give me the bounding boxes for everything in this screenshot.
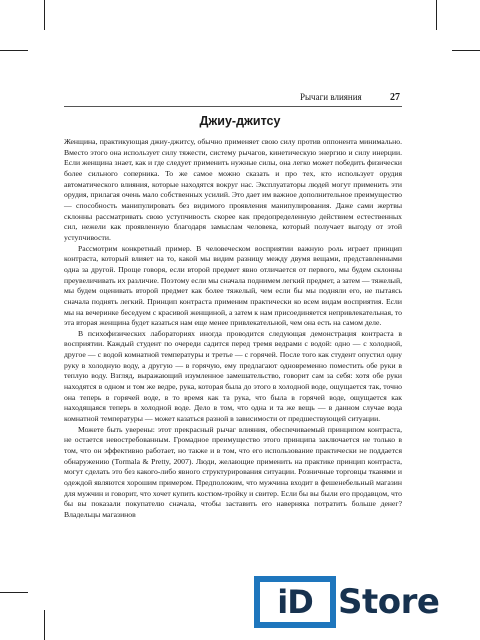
running-header — [300, 92, 400, 103]
paragraph: Женщина, практикующая джиу-джитсу, обычно применяет свою силу против оппонента минимально. Вместо этого она использует силу тяжести, систему рычагов, кинетическую энергию и силу инерции. Если женщина знает, как и где следует применить нужные силы, она легко может победить физически более сильного соперника. То же самое можно сказать и про тех, кто использует орудия автоматического влияния, которые находятся вокруг нас. Эксплуататоры людей могут применить эти орудия, прилагая очень мало собственных усилий. Это дает им важное дополнительное преимущество — способность манипулировать без видимого проявления манипулирования. Даже сами жертвы склонны рассматривать свою уступчивость скорее как предопределенную действием естественных сил, нежели как проявленную благодаря замыслам человека, который получает выгоду от этой уступчивости. — [64, 137, 402, 242]
crop-mark-top-left-h — [0, 50, 28, 51]
crop-mark-bottom-left-v — [44, 610, 45, 640]
paragraph: Можете быть уверены: этот прекрасный рычаг влияния, обеспечиваемый принципом контраста, не остается невостребованным. Громадное преимущество этого принципа заключается не только в том, что он эффективно работает, но также и в том, что его использование практически не поддается обнаружению (Tormala & Pretty, 2007). Люди, желающие применить на практике принцип контраста, могут сделать это без какого-либо явного структурирования ситуации. Розничные торговцы тканями и одеждой являются хорошим примером. Предположим, что мужчина входит в фешенебельный магазин для мужчин и говорит, что хочет купить костюм-тройку и свитер. Если бы вы были его продавцом, что бы вы показали покупателю сначала, чтобы заставить его наверняка потратить больше денег? Владельцы магазинов — [64, 424, 402, 519]
chapter-title: Джиу-джитсу — [199, 114, 281, 128]
crop-mark-top-right-v — [436, 0, 437, 30]
paragraph: В психофизических лабораториях иногда проводится следующая демонстрация контраста в восприятии. Каждый студент по очереди садится перед тремя ведрами с водой: одно — с холодной, другое — с водой комнатной температуры и третье — с горячей. После того как студент опустил одну руку в холодную воду, а другую — в горячую, ему предлагают одновременно поместить обе руки в теплую воду. Взгляд, выражающий изумленное замешательство, говорит сам за себя: хотя обе руки находятся в одном и том же ведре, рука, которая была до этого в холодной воде, ощущается так, точно она теперь в горячей воде, в то время как та рука, что была в горячей воде, ощущается как находящаяся теперь в холодной воде. Дело в том, что одна и та же вещь — в данном случае вода комнатной температуры — может казаться разной в зависимости от предшествующей ситуации. — [64, 328, 402, 424]
logo-id-frame — [260, 576, 330, 628]
crop-mark-top-right-h — [452, 50, 480, 51]
idstore-logo — [260, 573, 465, 631]
logo-id-text: iD — [277, 583, 313, 621]
page-number: 27 — [390, 92, 400, 103]
paragraph: Рассмотрим конкретный пример. В человеческом восприятии важную роль играет принцип контраста, который влияет на то, какой мы видим разницу между двумя вещами, представленными одна за другой. Проще говоря, если второй предмет явно отличается от первого, мы будем склонны преувеличивать их различие. Поэтому если мы сначала поднимем легкий предмет, а затем — тяжелый, мы будем оценивать второй предмет как более тяжелый, чем если бы мы подняли его, не пытаясь сначала поднять легкий. Принцип контраста применим практически ко всем видам восприятия. Если мы на вечеринке беседуем с красивой женщиной, а затем к нам присоединяется непривлекательная, то эта вторая женщина будет казаться нам еще менее привлекательной, чем она есть на самом деле. — [64, 243, 402, 328]
header-divider — [64, 106, 402, 107]
body-text — [64, 137, 402, 521]
running-title: Рычаги влияния — [300, 92, 362, 102]
logo-store-text: Store — [338, 582, 440, 622]
crop-mark-bottom-left-h — [0, 592, 28, 593]
crop-mark-top-left-v — [44, 0, 45, 30]
